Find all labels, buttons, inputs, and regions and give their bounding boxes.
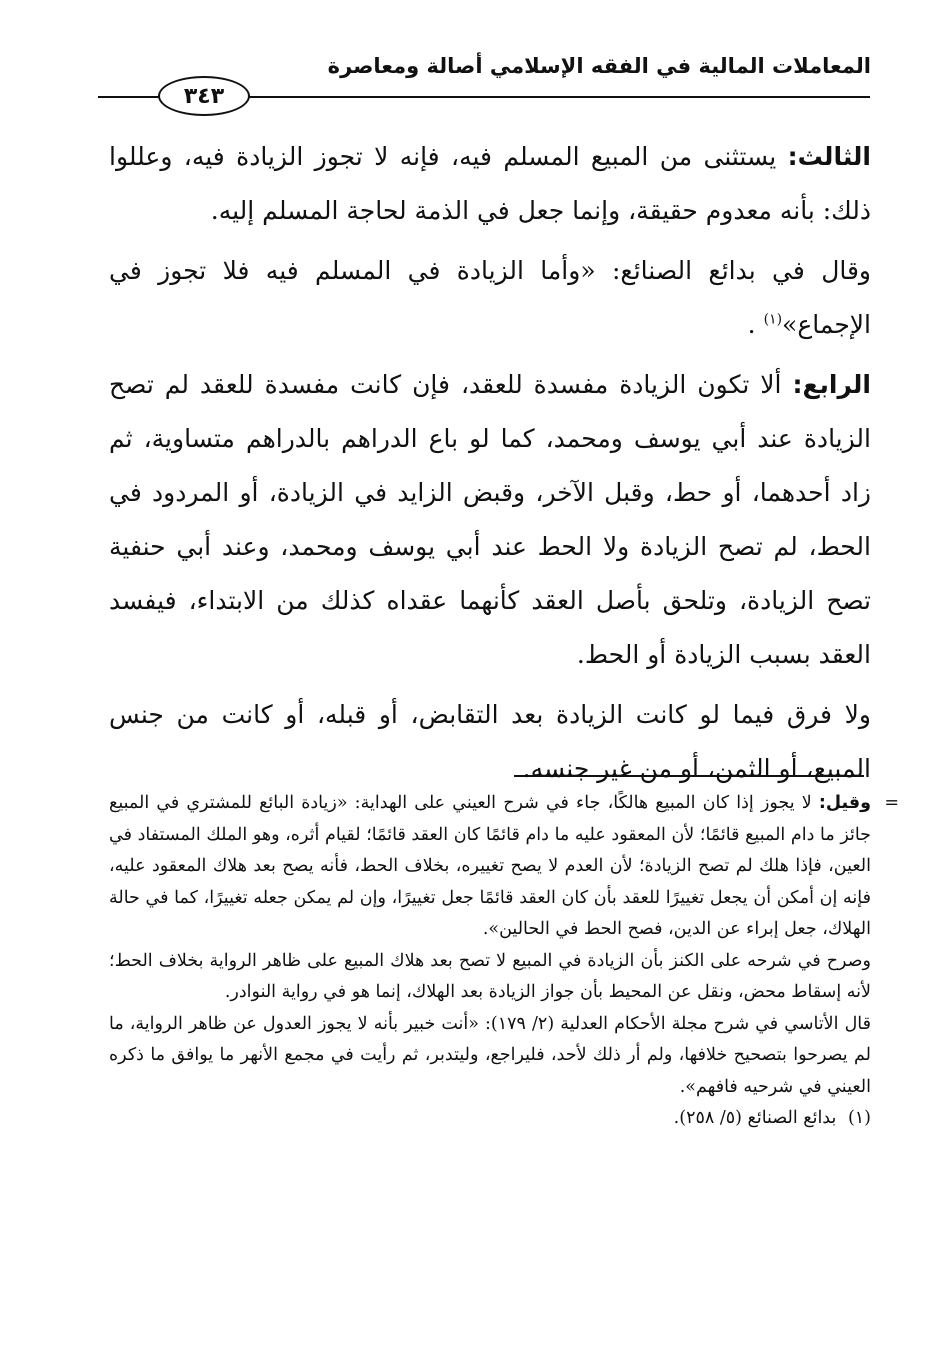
- paragraph-text: يستثنى من المبيع المسلم فيه، فإنه لا تجوز الزيادة فيه، وعللوا ذلك: بأنه معدوم حقيقة، وإنما جعل في الذمة لحاجة المسلم إليه.: [109, 142, 871, 225]
- main-text: [109, 130, 871, 796]
- footnote-text: لا يجوز إذا كان المبيع هالكًا، جاء في شرح العيني على الهداية: «زيادة البائع للمشتري في المبيع جائز ما دام المبيع قائمًا؛ لأن المعقود عليه ما دام قائمًا كان العقد قائمًا؛ لقيام أثره، وهو الملك المستفاد في العين، فإذا هلك لم تصح الزيادة؛ لأن العدم لا يصح تغييره، بخلاف الحط، فأنه يصح بعد هلاك المعقود عليه، فإنه إن أمكن أن يجعل تغييرًا للعقد بأن كان العقد قائمًا جعل تغييرًا، وإن لم يمكن جعله تغييرًا، كما في حالة الهلاك، جعل إبراء عن الدين، فصح الحط في الحالين».: [109, 793, 871, 939]
- paragraph-badai-quote: [109, 244, 871, 352]
- paragraph-lead: الرابع:: [792, 370, 871, 399]
- paragraph-text: ألا تكون الزيادة مفسدة للعقد، فإن كانت مفسدة للعقد لم تصح الزيادة عند أبي يوسف ومحمد، كما لو باع الدراهم بالدراهم متساوية، ثم زاد أحدهما، أو حط، وقبل الآخر، وقبض الزايد في الزيادة، أو المردود في الحط، لم تصح الزيادة ولا الحط عند أبي يوسف ومحمد، وعند أبي حنفية تصح الزيادة، وتلحق بأصل العقد كأنهما عقداه كذلك من الابتداء، فيفسد العقد بسبب الزيادة أو الحط.: [109, 370, 871, 669]
- footnote-lead: وقيل:: [818, 793, 871, 813]
- footnote-kanz: وصرح في شرحه على الكنز بأن الزيادة في المبيع لا تصح بعد هلاك المبيع على ظاهر الرواية بخلاف الحط؛ لأنه إسقاط محض، ونقل عن المحيط بأن جواز الزيادة بعد الهلاك، إنما هو في رواية النوادر.: [109, 950, 871, 1002]
- paragraph-lead: الثالث:: [787, 142, 871, 171]
- footnote-divider: [514, 775, 864, 777]
- footnote-ref: (١): [763, 311, 783, 328]
- footnote-number: (١): [847, 1108, 871, 1128]
- header-rule-left: [98, 96, 160, 98]
- paragraph-text: وقال في بدائع الصنائع: «وأما الزيادة في المسلم فيه فلا تجوز في الإجماع»: [109, 256, 871, 339]
- paragraph-end: .: [747, 310, 764, 339]
- footnote-text: بدائع الصنائع (٥/ ٢٥٨).: [673, 1108, 842, 1128]
- running-header-title: المعاملات المالية في الفقه الإسلامي أصالة ومعاصرة: [327, 54, 871, 78]
- footnote-1: [109, 1103, 871, 1135]
- paragraph-fourth: [109, 358, 871, 682]
- page-number: ٣٤٣: [183, 83, 225, 109]
- footnote-atasi: قال الأتاسي في شرح مجلة الأحكام العدلية (٢/ ١٧٩): «أنت خبير بأنه لا يجوز العدول عن ظاهر الرواية، ما لم يصرحوا بتصحيح خلافها، ولم أر ذلك لأحد، فليراجع، وليتدبر، ثم رأيت في مجمع الأنهر ما يوافق ما ذكره العيني في شرحيه فافهم».: [109, 1013, 871, 1097]
- footnote-continuation: [109, 788, 899, 946]
- continuation-marker: =: [884, 793, 899, 813]
- paragraph-no-difference: [109, 688, 871, 796]
- page-number-badge: [158, 76, 250, 116]
- paragraph-text: ولا فرق فيما لو كانت الزيادة بعد التقابض، أو قبله، أو كانت من جنس المبيع، أو الثمن، أو من غير جنسه.: [109, 700, 871, 783]
- header-rule-right: [248, 96, 870, 98]
- paragraph-third: [109, 130, 871, 238]
- footnotes: [109, 788, 899, 1135]
